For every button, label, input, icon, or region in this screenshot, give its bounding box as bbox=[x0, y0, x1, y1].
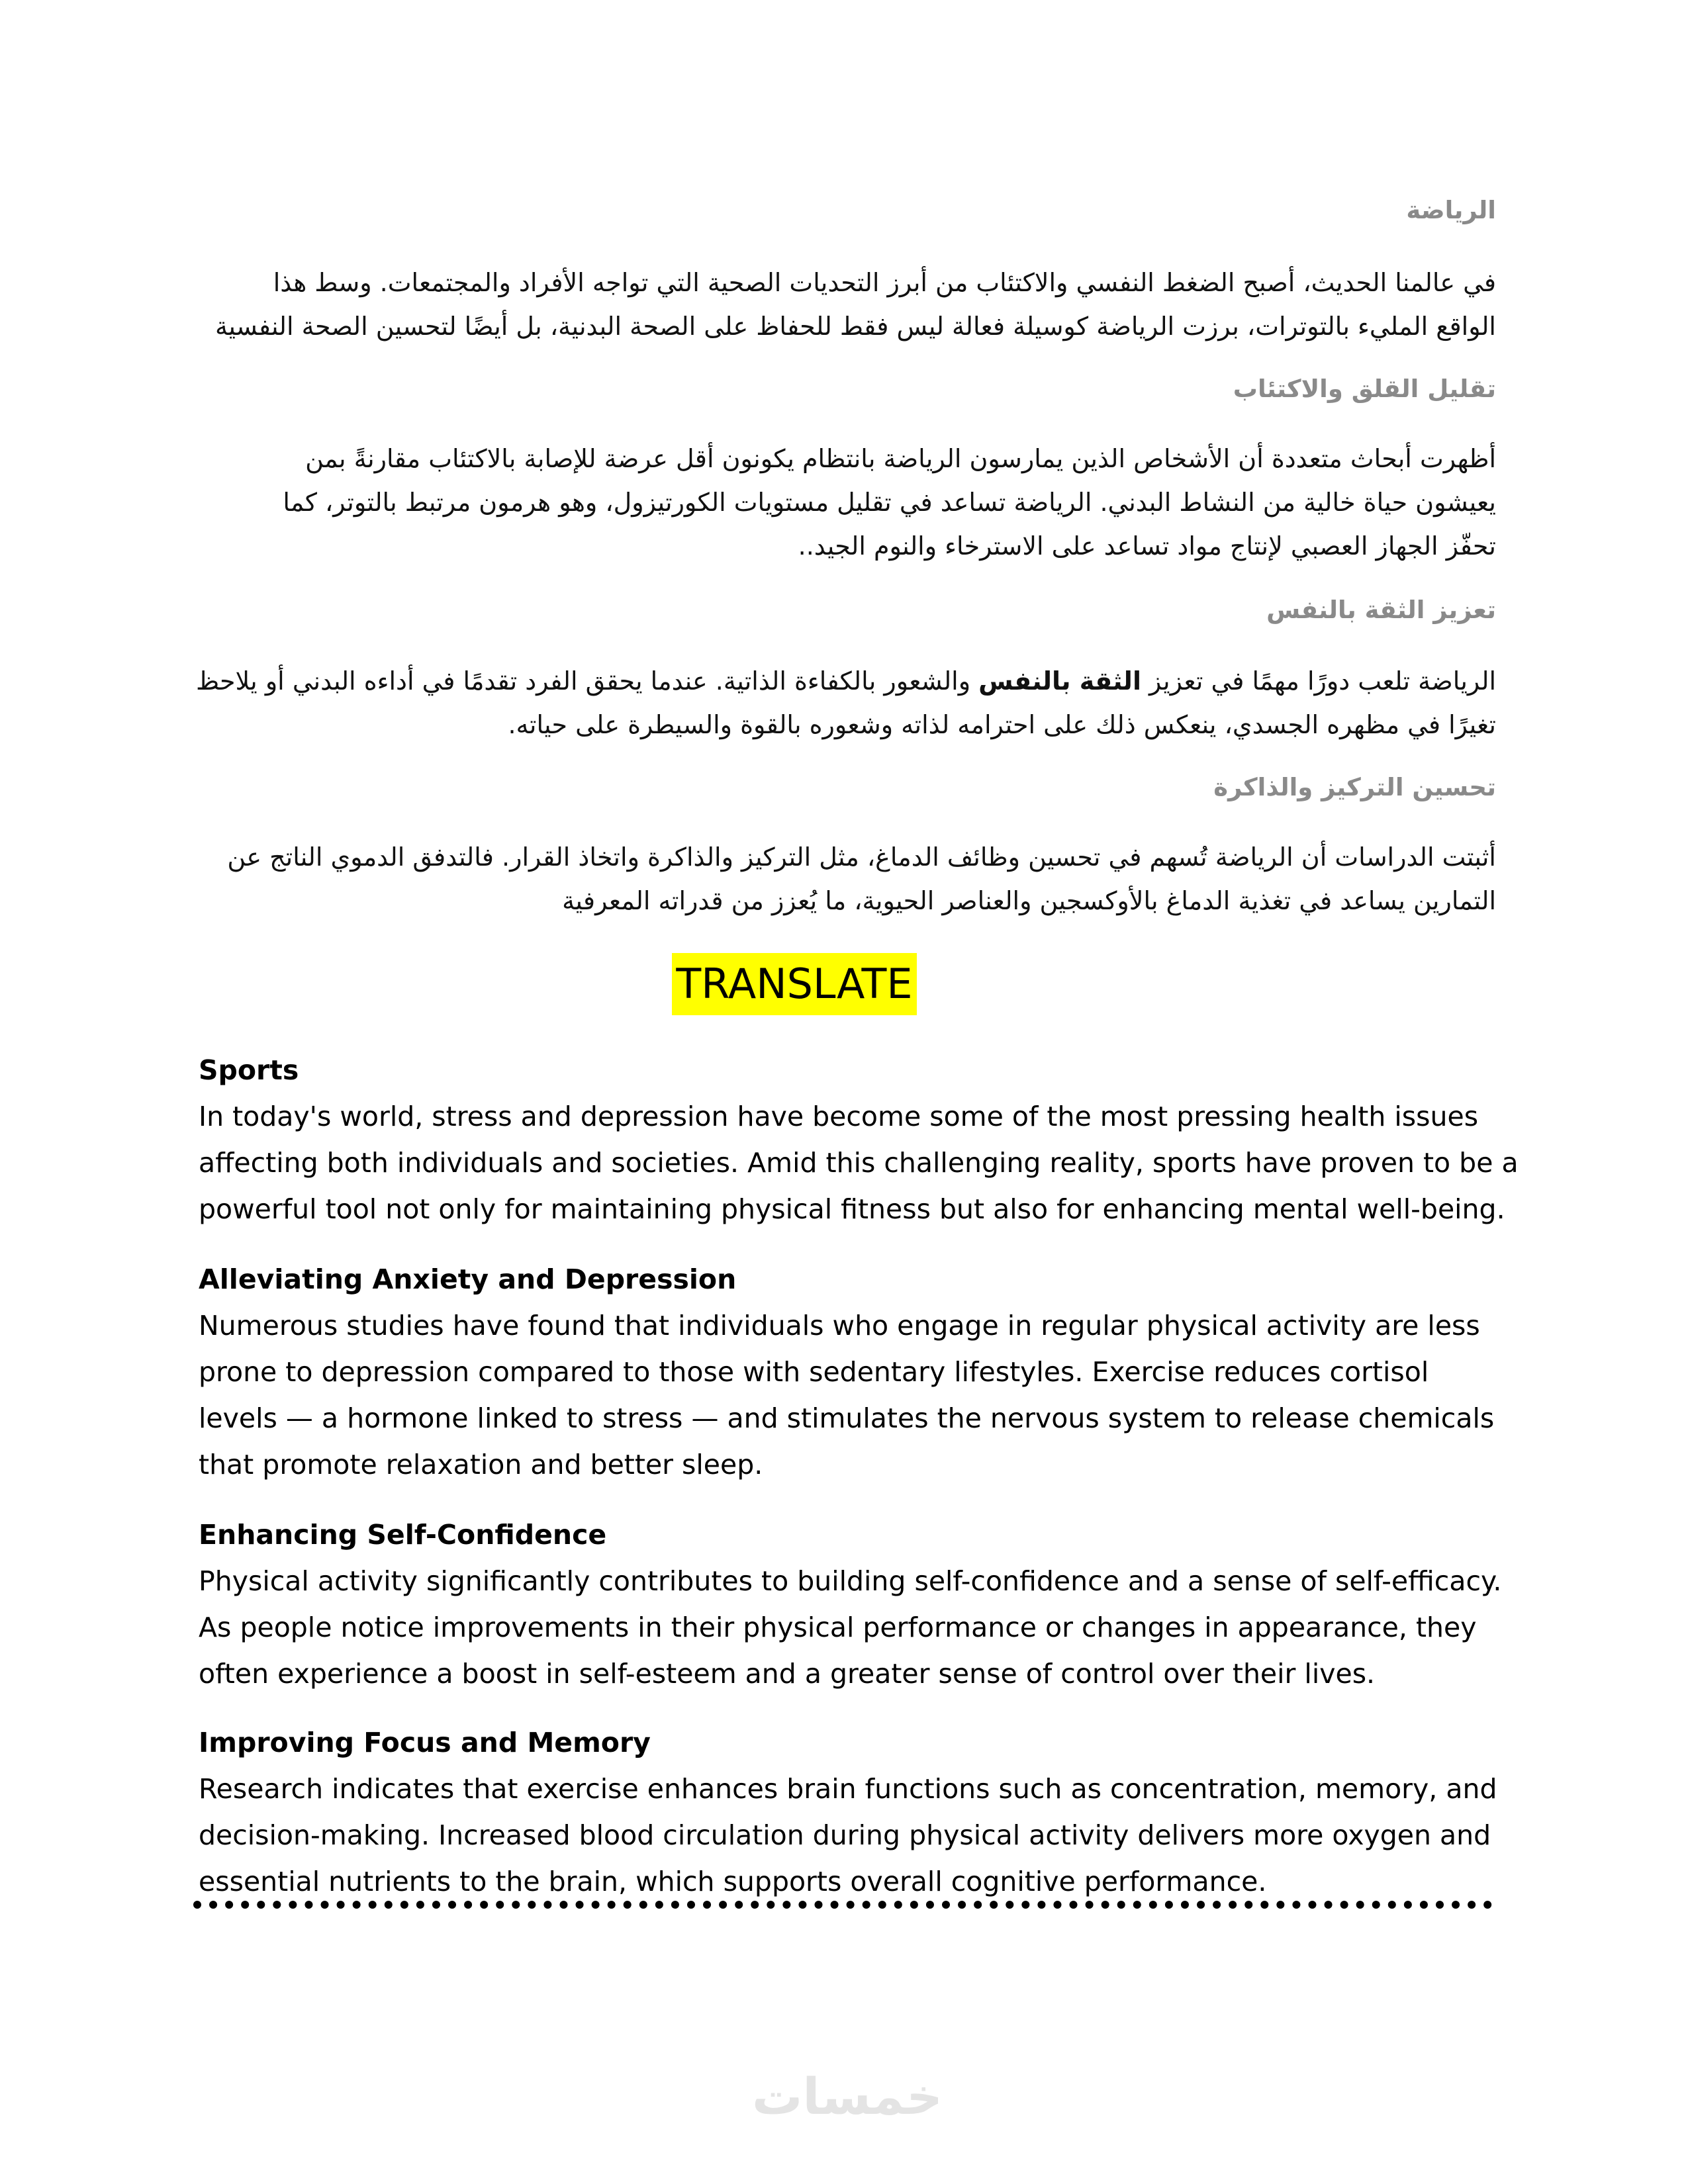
arabic-paragraph-line: يعيشون حياة خالية من النشاط البدني. الرياضة تساعد في تقليل مستويات الكورتيزول، وهو هرمون مرتبط بالتوتر، كما bbox=[283, 488, 1496, 517]
arabic-section-heading: تحسين التركيز والذاكرة bbox=[1213, 773, 1496, 801]
arabic-text-run: الرياضة تلعب دورًا مهمًا في تعزيز bbox=[1141, 666, 1496, 696]
arabic-intro-paragraph bbox=[199, 261, 1496, 348]
translate-banner: TRANSLATE bbox=[672, 953, 916, 1015]
arabic-section-heading: تقليل القلق والاكتئاب bbox=[1233, 375, 1496, 403]
english-section-heading: Alleviating Anxiety and Depression bbox=[199, 1263, 737, 1295]
arabic-text-run: والشعور بالكفاءة الذاتية. عندما يحقق الفرد تقدمًا في أداءه البدني أو يلاحظ bbox=[195, 666, 979, 696]
arabic-section-confidence-body bbox=[195, 659, 1496, 747]
english-section-anxiety bbox=[199, 1256, 1509, 1488]
watermark-logo-text: خمسات bbox=[752, 2067, 943, 2126]
translate-banner-wrap bbox=[0, 953, 1589, 1015]
dotted-separator bbox=[193, 1901, 1492, 1909]
khamsat-watermark-logo bbox=[748, 2065, 947, 2131]
arabic-section-anxiety bbox=[199, 375, 1496, 404]
arabic-section-paragraph bbox=[199, 437, 1496, 568]
english-section-paragraph bbox=[199, 1302, 1509, 1488]
arabic-intro bbox=[199, 261, 1496, 348]
english-section-paragraph bbox=[199, 1766, 1509, 1905]
arabic-paragraph-line bbox=[195, 659, 1496, 703]
english-paragraph-line: decision-making. Increased blood circulation during physical activity delivers more oxygen and bbox=[199, 1819, 1491, 1851]
english-paragraph-line: levels — a hormone linked to stress — and stimulates the nervous system to release chemicals bbox=[199, 1402, 1495, 1434]
english-intro bbox=[199, 1047, 1519, 1232]
english-paragraph-line: affecting both individuals and societies. Amid this challenging reality, sports have proven to be a bbox=[199, 1147, 1519, 1179]
english-intro-paragraph bbox=[199, 1093, 1519, 1232]
arabic-section-confidence bbox=[199, 596, 1496, 625]
english-paragraph-line: Research indicates that exercise enhances brain functions such as concentration, memory, and bbox=[199, 1773, 1497, 1805]
arabic-paragraph-line: أظهرت أبحاث متعددة أن الأشخاص الذين يمارسون الرياضة بانتظام يكونون أقل عرضة للإصابة بالاكتئاب مقارنةً بمن bbox=[305, 444, 1496, 473]
english-paragraph-line: powerful tool not only for maintaining physical fitness but also for enhancing mental well-being. bbox=[199, 1193, 1505, 1225]
english-paragraph-line: As people notice improvements in their physical performance or changes in appearance, they bbox=[199, 1612, 1477, 1643]
arabic-intro-line: في عالمنا الحديث، أصبح الضغط النفسي والاكتئاب من أبرز التحديات الصحية التي تواجه الأفراد والمجتمعات. وسط هذا bbox=[273, 268, 1496, 297]
english-paragraph-line: Physical activity significantly contributes to building self-confidence and a sense of self-efficacy. bbox=[199, 1565, 1502, 1597]
arabic-section-heading: تعزيز الثقة بالنفس bbox=[1266, 596, 1496, 624]
arabic-section-focus-body bbox=[199, 835, 1496, 923]
arabic-paragraph-line: تحفّز الجهاز العصبي لإنتاج مواد تساعد على الاسترخاء والنوم الجيد.. bbox=[798, 531, 1496, 561]
english-section-paragraph bbox=[199, 1558, 1509, 1697]
english-section-heading: Enhancing Self-Confidence bbox=[199, 1519, 607, 1551]
arabic-section-paragraph bbox=[195, 659, 1496, 747]
arabic-section-paragraph bbox=[199, 835, 1496, 923]
arabic-section-focus bbox=[199, 773, 1496, 802]
english-paragraph-line: prone to depression compared to those with sedentary lifestyles. Exercise reduces cortisol bbox=[199, 1356, 1429, 1388]
arabic-paragraph-line: التمارين يساعد في تغذية الدماغ بالأوكسجين والعناصر الحيوية، ما يُعزز من قدراته المعرفية bbox=[562, 886, 1496, 915]
arabic-title-block bbox=[199, 196, 1496, 225]
english-section-heading: Improving Focus and Memory bbox=[199, 1727, 651, 1758]
arabic-bold-phrase: الثقة بالنفس bbox=[978, 666, 1141, 696]
arabic-section-anxiety-body bbox=[199, 437, 1496, 568]
arabic-paragraph-line: تغيرًا في مظهره الجسدي، ينعكس ذلك على احترامه لذاته وشعوره بالقوة والسيطرة على حياته. bbox=[508, 710, 1496, 739]
english-paragraph-line: often experience a boost in self-esteem and a greater sense of control over their lives. bbox=[199, 1658, 1376, 1690]
english-paragraph-line: Numerous studies have found that individuals who engage in regular physical activity are less bbox=[199, 1310, 1480, 1342]
arabic-intro-line: الواقع المليء بالتوترات، برزت الرياضة كوسيلة فعالة ليس فقط للحفاظ على الصحة البدنية، بل أيضًا لتحسين الصحة النفسية bbox=[215, 312, 1496, 341]
english-paragraph-line: essential nutrients to the brain, which supports overall cognitive performance. bbox=[199, 1866, 1267, 1897]
english-paragraph-line: that promote relaxation and better sleep. bbox=[199, 1449, 763, 1480]
english-section-confidence bbox=[199, 1512, 1509, 1697]
english-title: Sports bbox=[199, 1054, 299, 1086]
english-paragraph-line: In today's world, stress and depression have become some of the most pressing health issues bbox=[199, 1101, 1479, 1132]
english-section-focus bbox=[199, 1719, 1509, 1905]
arabic-title: الرياضة bbox=[1406, 196, 1496, 224]
arabic-paragraph-line: أثبتت الدراسات أن الرياضة تُسهم في تحسين وظائف الدماغ، مثل التركيز والذاكرة واتخاذ القرار. فالتدفق الدموي الناتج عن bbox=[227, 842, 1496, 872]
